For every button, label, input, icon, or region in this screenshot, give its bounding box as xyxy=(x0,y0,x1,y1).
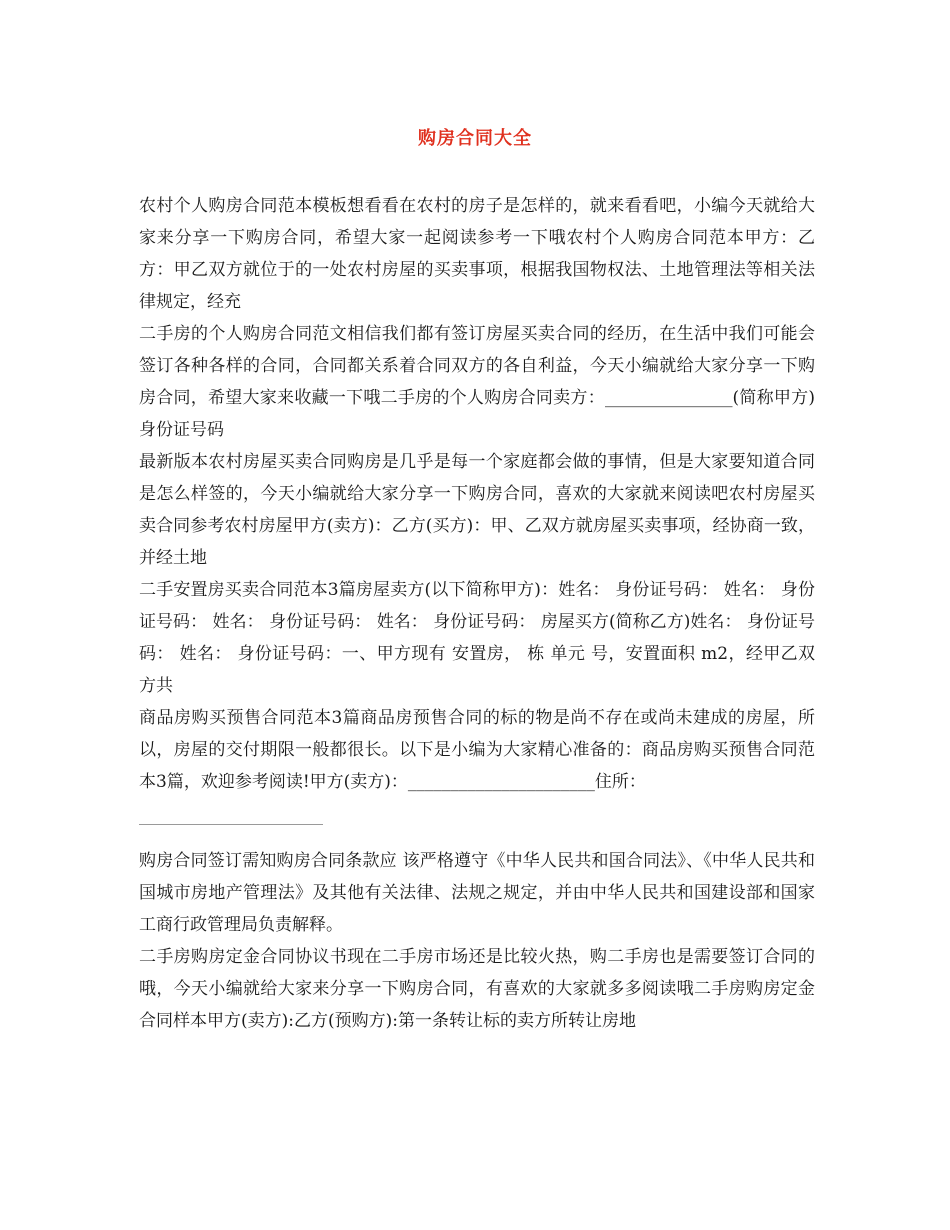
document-body xyxy=(139,190,815,1037)
paragraph-contract-notes: 购房合同签订需知购房合同条款应 该严格遵守《中华人民共和国合同法》、《中华人民共和国城市房地产管理法》及其他有关法律、法规之规定，并由中华人民共和国建设部和国家工商行政管理局负责解释。 xyxy=(139,851,815,935)
paragraph-second-hand-contract: 二手房的个人购房合同范文相信我们都有签订房屋买卖合同的经历，在生活中我们可能会签订各种各样的合同，合同都关系着合同双方的各自利益，今天小编就给大家分享一下购房合同，希望大家来收藏一下哦二手房的个人购房合同卖方：_______________(简称甲方)身份证号码 xyxy=(139,324,815,440)
paragraph-rural-contract: 农村个人购房合同范本模板想看看在农村的房子是怎样的，就来看看吧，小编今天就给大家来分享一下购房合同，希望大家一起阅读参考一下哦农村个人购房合同范本甲方：乙方：甲乙双方就位于的一处农村房屋的买卖事项，根据我国物权法、土地管理法等相关法律规定，经充 xyxy=(139,196,815,312)
paragraph-rural-sale-contract: 最新版本农村房屋买卖合同购房是几乎是每一个家庭都会做的事情，但是大家要知道合同是怎么样签的，今天小编就给大家分享一下购房合同，喜欢的大家就来阅读吧农村房屋买卖合同参考农村房屋甲方(卖方)：乙方(买方)：甲、乙双方就房屋买卖事项，经协商一致，并经土地 xyxy=(139,452,815,568)
paragraph-deposit-contract: 二手房购房定金合同协议书现在二手房市场还是比较火热，购二手房也是需要签订合同的哦，今天小编就给大家来分享一下购房合同，有喜欢的大家就多多阅读哦二手房购房定金合同样本甲方(卖方):乙方(预购方):第一条转让标的卖方所转让房地 xyxy=(139,947,815,1031)
section-divider xyxy=(139,824,323,825)
paragraph-resettlement-contract: 二手安置房买卖合同范本3篇房屋卖方(以下简称甲方)：姓名： 身份证号码： 姓名： 身份证号码： 姓名： 身份证号码： 姓名： 身份证号码： 房屋买方(简称乙方)姓名： 身份证号码： 姓名： 身份证号码：一、甲方现有 安置房， 栋 单元 号，安置面积 m2，经甲乙双方共 xyxy=(139,580,815,696)
document-title: 购房合同大全 xyxy=(418,128,532,149)
paragraph-presale-contract: 商品房购买预售合同范本3篇商品房预售合同的标的物是尚不存在或尚未建成的房屋，所以，房屋的交付期限一般都很长。以下是小编为大家精心准备的：商品房购买预售合同范本3篇，欢迎参考阅读!甲方(卖方)：______________________住所： xyxy=(139,708,815,792)
